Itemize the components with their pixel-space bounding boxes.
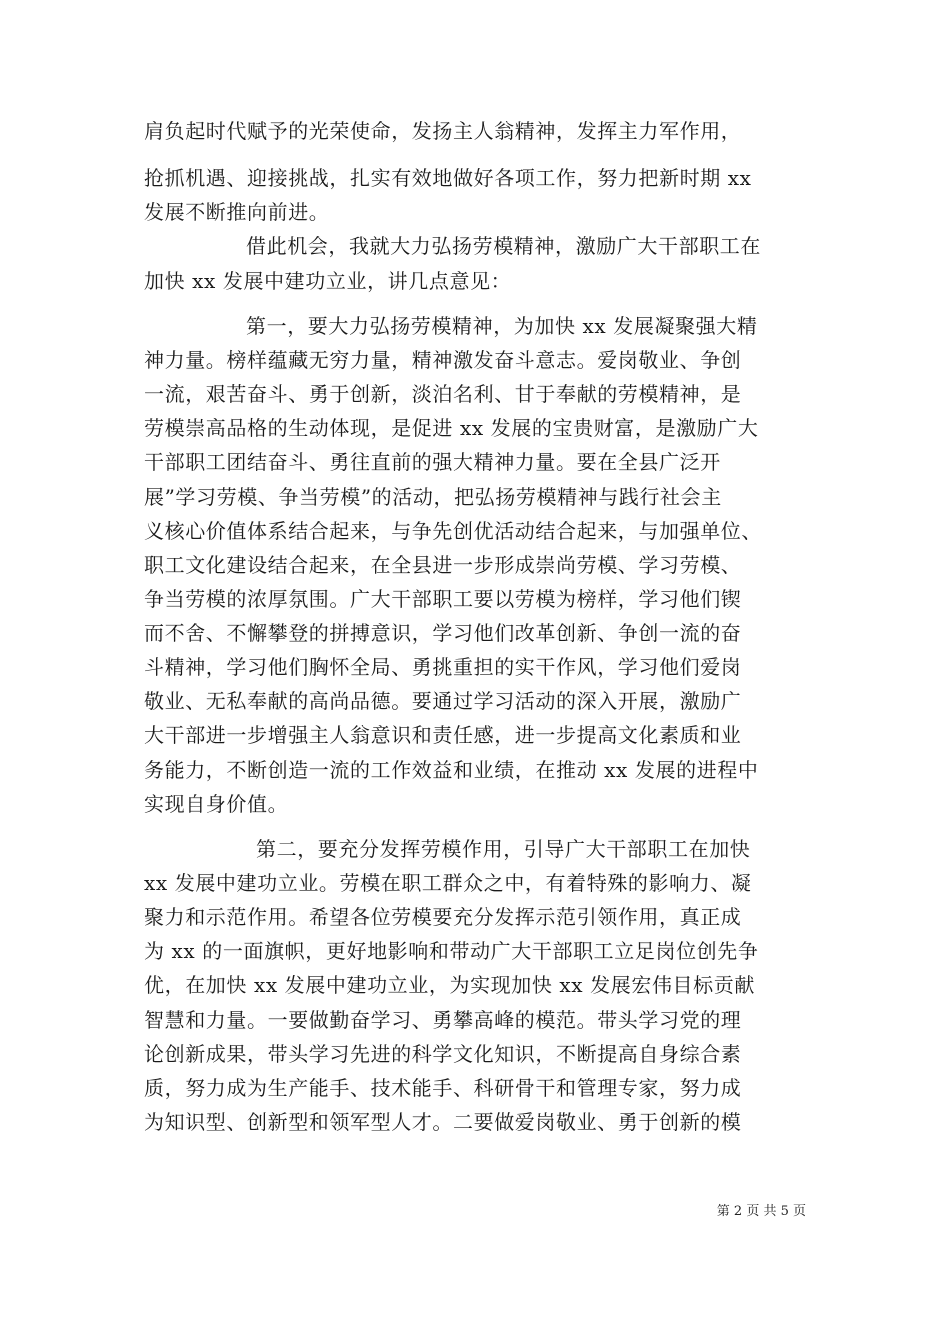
text-line: 而不舍、不懈攀登的拼搏意识，学习他们改革创新、争创一流的奋 <box>144 621 742 645</box>
text-line: 第二，要充分发挥劳模作用，引导广大干部职工在加快 <box>256 837 751 861</box>
text-line: 敬业、无私奉献的高尚品德。要通过学习活动的深入开展，激励广 <box>144 689 742 713</box>
text-line: 发展不断推向前进。 <box>144 200 330 224</box>
text-line: xx 发展中建功立业。劳模在职工群众之中，有着特殊的影响力、凝 <box>144 871 752 895</box>
text-line: 为 xx 的一面旗帜，更好地影响和带动广大干部职工立足岗位创先争 <box>144 939 759 963</box>
text-line: 抢抓机遇、迎接挑战，扎实有效地做好各项工作，努力把新时期 xx <box>144 166 752 190</box>
text-line: 智慧和力量。一要做勤奋学习、勇攀高峰的模范。带头学习党的理 <box>144 1008 742 1032</box>
text-line: 大干部进一步增强主人翁意识和责任感，进一步提高文化素质和业 <box>144 723 742 747</box>
text-line: 斗精神，学习他们胸怀全局、勇挑重担的实干作风，学习他们爱岗 <box>144 655 742 679</box>
text-line: 为知识型、创新型和领军型人才。二要做爱岗敬业、勇于创新的模 <box>144 1110 742 1134</box>
text-line: 优，在加快 xx 发展中建功立业，为实现加快 xx 发展宏伟目标贡献 <box>144 973 755 997</box>
text-line: 务能力，不断创造一流的工作效益和业绩，在推动 xx 发展的进程中 <box>144 758 759 782</box>
text-line: 展”学习劳模、争当劳模”的活动，把弘扬劳模精神与践行社会主 <box>144 485 722 509</box>
text-line: 借此机会，我就大力弘扬劳模精神，激励广大干部职工在 <box>246 234 761 258</box>
text-line: 职工文化建设结合起来，在全县进一步形成崇尚劳模、学习劳模、 <box>144 553 742 577</box>
text-line: 争当劳模的浓厚氛围。广大干部职工要以劳模为榜样，学习他们锲 <box>144 587 742 611</box>
text-line: 实现自身价值。 <box>144 792 289 816</box>
text-line: 聚力和示范作用。希望各位劳模要充分发挥示范引领作用，真正成 <box>144 905 742 929</box>
text-line: 干部职工团结奋斗、勇往直前的强大精神力量。要在全县广泛开 <box>144 450 721 474</box>
text-line: 劳模崇高品格的生动体现，是促进 xx 发展的宝贵财富，是激励广大 <box>144 416 759 440</box>
text-line: 义核心价值体系结合起来，与争先创优活动结合起来，与加强单位、 <box>144 519 762 543</box>
text-line: 第一，要大力弘扬劳模精神，为加快 xx 发展凝聚强大精 <box>246 314 758 338</box>
text-line: 一流，艰苦奋斗、勇于创新，淡泊名利、甘于奉献的劳模精神，是 <box>144 382 742 406</box>
text-line: 神力量。榜样蕴藏无穷力量，精神激发奋斗意志。爱岗敬业、争创 <box>144 348 742 372</box>
text-line: 肩负起时代赋予的光荣使命，发扬主人翁精神，发挥主力军作用， <box>144 119 742 143</box>
text-line: 质，努力成为生产能手、技术能手、科研骨干和管理专家，努力成 <box>144 1076 742 1100</box>
text-line: 加快 xx 发展中建功立业，讲几点意见： <box>144 269 512 293</box>
text-line: 论创新成果，带头学习先进的科学文化知识，不断提高自身综合素 <box>144 1042 742 1066</box>
page-number-footer: 第 2 页 共 5 页 <box>716 1204 806 1219</box>
